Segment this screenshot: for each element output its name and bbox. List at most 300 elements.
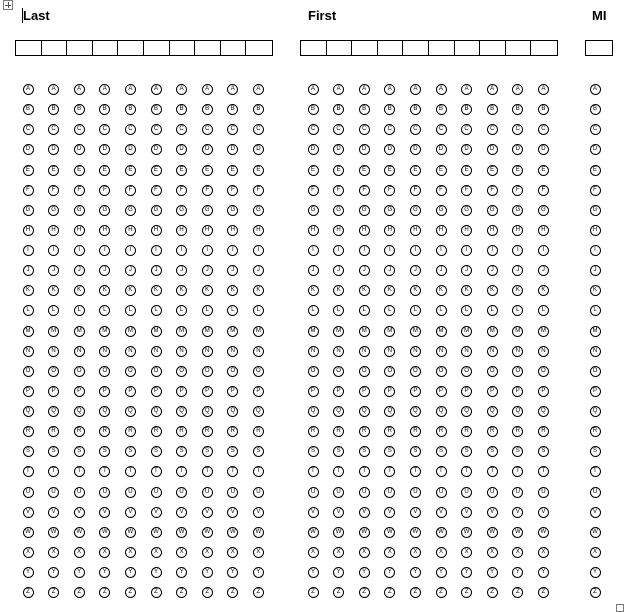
bubble-j[interactable]: J bbox=[308, 265, 319, 276]
bubble-w[interactable]: W bbox=[202, 527, 213, 538]
first-letter-box[interactable] bbox=[327, 41, 353, 55]
bubble-a[interactable]: A bbox=[23, 84, 34, 95]
bubble-i[interactable]: I bbox=[202, 245, 213, 256]
bubble-r[interactable]: R bbox=[308, 426, 319, 437]
bubble-x[interactable]: X bbox=[333, 547, 344, 558]
bubble-f[interactable]: F bbox=[74, 185, 85, 196]
bubble-u[interactable]: U bbox=[227, 487, 238, 498]
bubble-c[interactable]: C bbox=[436, 124, 447, 135]
bubble-j[interactable]: J bbox=[125, 265, 136, 276]
bubble-j[interactable]: J bbox=[359, 265, 370, 276]
bubble-d[interactable]: D bbox=[176, 144, 187, 155]
bubble-k[interactable]: K bbox=[538, 285, 549, 296]
bubble-g[interactable]: G bbox=[253, 205, 264, 216]
bubble-f[interactable]: F bbox=[436, 185, 447, 196]
bubble-v[interactable]: V bbox=[253, 507, 264, 518]
bubble-l[interactable]: L bbox=[487, 305, 498, 316]
bubble-x[interactable]: X bbox=[590, 547, 601, 558]
bubble-h[interactable]: H bbox=[308, 225, 319, 236]
bubble-e[interactable]: E bbox=[23, 165, 34, 176]
bubble-g[interactable]: G bbox=[436, 205, 447, 216]
bubble-u[interactable]: U bbox=[359, 487, 370, 498]
bubble-t[interactable]: T bbox=[23, 466, 34, 477]
bubble-z[interactable]: Z bbox=[176, 587, 187, 598]
bubble-o[interactable]: O bbox=[512, 366, 523, 377]
bubble-r[interactable]: R bbox=[99, 426, 110, 437]
bubble-v[interactable]: V bbox=[410, 507, 421, 518]
bubble-r[interactable]: R bbox=[410, 426, 421, 437]
bubble-c[interactable]: C bbox=[176, 124, 187, 135]
bubble-j[interactable]: J bbox=[253, 265, 264, 276]
bubble-s[interactable]: S bbox=[359, 446, 370, 457]
bubble-n[interactable]: N bbox=[436, 346, 447, 357]
bubble-z[interactable]: Z bbox=[23, 587, 34, 598]
bubble-p[interactable]: P bbox=[512, 386, 523, 397]
bubble-h[interactable]: H bbox=[99, 225, 110, 236]
bubble-h[interactable]: H bbox=[74, 225, 85, 236]
bubble-p[interactable]: P bbox=[23, 386, 34, 397]
bubble-s[interactable]: S bbox=[151, 446, 162, 457]
bubble-i[interactable]: I bbox=[125, 245, 136, 256]
bubble-q[interactable]: Q bbox=[176, 406, 187, 417]
bubble-z[interactable]: Z bbox=[125, 587, 136, 598]
bubble-j[interactable]: J bbox=[23, 265, 34, 276]
bubble-w[interactable]: W bbox=[99, 527, 110, 538]
mi-letter-box[interactable] bbox=[586, 41, 612, 55]
bubble-i[interactable]: I bbox=[176, 245, 187, 256]
bubble-r[interactable]: R bbox=[487, 426, 498, 437]
bubble-p[interactable]: P bbox=[436, 386, 447, 397]
bubble-x[interactable]: X bbox=[176, 547, 187, 558]
bubble-b[interactable]: B bbox=[74, 104, 85, 115]
bubble-b[interactable]: B bbox=[308, 104, 319, 115]
bubble-k[interactable]: K bbox=[151, 285, 162, 296]
bubble-q[interactable]: Q bbox=[359, 406, 370, 417]
bubble-u[interactable]: U bbox=[202, 487, 213, 498]
bubble-b[interactable]: B bbox=[253, 104, 264, 115]
bubble-e[interactable]: E bbox=[253, 165, 264, 176]
bubble-v[interactable]: V bbox=[512, 507, 523, 518]
bubble-e[interactable]: E bbox=[48, 165, 59, 176]
bubble-t[interactable]: T bbox=[410, 466, 421, 477]
bubble-r[interactable]: R bbox=[538, 426, 549, 437]
bubble-m[interactable]: M bbox=[99, 326, 110, 337]
bubble-b[interactable]: B bbox=[384, 104, 395, 115]
bubble-a[interactable]: A bbox=[410, 84, 421, 95]
bubble-a[interactable]: A bbox=[436, 84, 447, 95]
bubble-d[interactable]: D bbox=[23, 144, 34, 155]
bubble-l[interactable]: L bbox=[125, 305, 136, 316]
bubble-f[interactable]: F bbox=[23, 185, 34, 196]
bubble-s[interactable]: S bbox=[308, 446, 319, 457]
bubble-c[interactable]: C bbox=[227, 124, 238, 135]
bubble-i[interactable]: I bbox=[23, 245, 34, 256]
bubble-o[interactable]: O bbox=[176, 366, 187, 377]
bubble-u[interactable]: U bbox=[125, 487, 136, 498]
bubble-f[interactable]: F bbox=[125, 185, 136, 196]
bubble-k[interactable]: K bbox=[487, 285, 498, 296]
bubble-d[interactable]: D bbox=[512, 144, 523, 155]
bubble-u[interactable]: U bbox=[333, 487, 344, 498]
bubble-s[interactable]: S bbox=[227, 446, 238, 457]
bubble-g[interactable]: G bbox=[48, 205, 59, 216]
bubble-x[interactable]: X bbox=[23, 547, 34, 558]
bubble-n[interactable]: N bbox=[512, 346, 523, 357]
bubble-z[interactable]: Z bbox=[308, 587, 319, 598]
bubble-t[interactable]: T bbox=[333, 466, 344, 477]
bubble-a[interactable]: A bbox=[74, 84, 85, 95]
bubble-y[interactable]: Y bbox=[74, 567, 85, 578]
bubble-g[interactable]: G bbox=[590, 205, 601, 216]
bubble-h[interactable]: H bbox=[487, 225, 498, 236]
bubble-j[interactable]: J bbox=[512, 265, 523, 276]
last-letter-box[interactable] bbox=[16, 41, 42, 55]
bubble-i[interactable]: I bbox=[359, 245, 370, 256]
bubble-y[interactable]: Y bbox=[436, 567, 447, 578]
bubble-f[interactable]: F bbox=[487, 185, 498, 196]
bubble-q[interactable]: Q bbox=[590, 406, 601, 417]
bubble-d[interactable]: D bbox=[308, 144, 319, 155]
bubble-g[interactable]: G bbox=[176, 205, 187, 216]
bubble-t[interactable]: T bbox=[384, 466, 395, 477]
bubble-a[interactable]: A bbox=[125, 84, 136, 95]
bubble-b[interactable]: B bbox=[23, 104, 34, 115]
bubble-h[interactable]: H bbox=[176, 225, 187, 236]
bubble-l[interactable]: L bbox=[410, 305, 421, 316]
bubble-j[interactable]: J bbox=[333, 265, 344, 276]
bubble-f[interactable]: F bbox=[48, 185, 59, 196]
bubble-a[interactable]: A bbox=[202, 84, 213, 95]
bubble-e[interactable]: E bbox=[538, 165, 549, 176]
bubble-e[interactable]: E bbox=[410, 165, 421, 176]
bubble-k[interactable]: K bbox=[359, 285, 370, 296]
bubble-u[interactable]: U bbox=[74, 487, 85, 498]
bubble-o[interactable]: O bbox=[410, 366, 421, 377]
bubble-n[interactable]: N bbox=[227, 346, 238, 357]
bubble-u[interactable]: U bbox=[384, 487, 395, 498]
bubble-k[interactable]: K bbox=[333, 285, 344, 296]
bubble-r[interactable]: R bbox=[176, 426, 187, 437]
bubble-i[interactable]: I bbox=[384, 245, 395, 256]
bubble-j[interactable]: J bbox=[74, 265, 85, 276]
bubble-c[interactable]: C bbox=[410, 124, 421, 135]
last-letter-box[interactable] bbox=[93, 41, 119, 55]
last-letter-box[interactable] bbox=[246, 41, 272, 55]
bubble-m[interactable]: M bbox=[125, 326, 136, 337]
bubble-l[interactable]: L bbox=[23, 305, 34, 316]
bubble-l[interactable]: L bbox=[461, 305, 472, 316]
bubble-c[interactable]: C bbox=[151, 124, 162, 135]
bubble-e[interactable]: E bbox=[74, 165, 85, 176]
bubble-k[interactable]: K bbox=[227, 285, 238, 296]
bubble-e[interactable]: E bbox=[590, 165, 601, 176]
bubble-o[interactable]: O bbox=[359, 366, 370, 377]
bubble-m[interactable]: M bbox=[253, 326, 264, 337]
bubble-e[interactable]: E bbox=[333, 165, 344, 176]
bubble-d[interactable]: D bbox=[125, 144, 136, 155]
bubble-r[interactable]: R bbox=[590, 426, 601, 437]
bubble-c[interactable]: C bbox=[99, 124, 110, 135]
bubble-t[interactable]: T bbox=[227, 466, 238, 477]
bubble-k[interactable]: K bbox=[461, 285, 472, 296]
bubble-h[interactable]: H bbox=[202, 225, 213, 236]
bubble-x[interactable]: X bbox=[308, 547, 319, 558]
bubble-n[interactable]: N bbox=[308, 346, 319, 357]
bubble-t[interactable]: T bbox=[151, 466, 162, 477]
bubble-n[interactable]: N bbox=[74, 346, 85, 357]
bubble-n[interactable]: N bbox=[125, 346, 136, 357]
bubble-b[interactable]: B bbox=[333, 104, 344, 115]
bubble-a[interactable]: A bbox=[359, 84, 370, 95]
bubble-g[interactable]: G bbox=[125, 205, 136, 216]
bubble-y[interactable]: Y bbox=[461, 567, 472, 578]
bubble-z[interactable]: Z bbox=[253, 587, 264, 598]
bubble-c[interactable]: C bbox=[461, 124, 472, 135]
bubble-m[interactable]: M bbox=[410, 326, 421, 337]
bubble-c[interactable]: C bbox=[333, 124, 344, 135]
first-letter-box[interactable] bbox=[455, 41, 481, 55]
bubble-g[interactable]: G bbox=[333, 205, 344, 216]
bubble-l[interactable]: L bbox=[227, 305, 238, 316]
bubble-u[interactable]: U bbox=[487, 487, 498, 498]
bubble-d[interactable]: D bbox=[253, 144, 264, 155]
bubble-e[interactable]: E bbox=[125, 165, 136, 176]
bubble-z[interactable]: Z bbox=[512, 587, 523, 598]
bubble-x[interactable]: X bbox=[99, 547, 110, 558]
bubble-v[interactable]: V bbox=[23, 507, 34, 518]
bubble-s[interactable]: S bbox=[253, 446, 264, 457]
bubble-y[interactable]: Y bbox=[202, 567, 213, 578]
bubble-w[interactable]: W bbox=[151, 527, 162, 538]
bubble-p[interactable]: P bbox=[359, 386, 370, 397]
bubble-u[interactable]: U bbox=[253, 487, 264, 498]
bubble-m[interactable]: M bbox=[436, 326, 447, 337]
bubble-w[interactable]: W bbox=[461, 527, 472, 538]
bubble-p[interactable]: P bbox=[333, 386, 344, 397]
bubble-k[interactable]: K bbox=[99, 285, 110, 296]
bubble-u[interactable]: U bbox=[590, 487, 601, 498]
bubble-s[interactable]: S bbox=[74, 446, 85, 457]
bubble-q[interactable]: Q bbox=[410, 406, 421, 417]
bubble-r[interactable]: R bbox=[512, 426, 523, 437]
bubble-q[interactable]: Q bbox=[512, 406, 523, 417]
bubble-q[interactable]: Q bbox=[227, 406, 238, 417]
bubble-c[interactable]: C bbox=[23, 124, 34, 135]
bubble-q[interactable]: Q bbox=[74, 406, 85, 417]
bubble-r[interactable]: R bbox=[74, 426, 85, 437]
bubble-e[interactable]: E bbox=[512, 165, 523, 176]
bubble-t[interactable]: T bbox=[359, 466, 370, 477]
bubble-q[interactable]: Q bbox=[333, 406, 344, 417]
bubble-s[interactable]: S bbox=[487, 446, 498, 457]
bubble-c[interactable]: C bbox=[253, 124, 264, 135]
bubble-y[interactable]: Y bbox=[308, 567, 319, 578]
bubble-q[interactable]: Q bbox=[384, 406, 395, 417]
bubble-n[interactable]: N bbox=[410, 346, 421, 357]
bubble-o[interactable]: O bbox=[125, 366, 136, 377]
bubble-i[interactable]: I bbox=[99, 245, 110, 256]
bubble-u[interactable]: U bbox=[410, 487, 421, 498]
bubble-g[interactable]: G bbox=[359, 205, 370, 216]
bubble-l[interactable]: L bbox=[176, 305, 187, 316]
bubble-d[interactable]: D bbox=[538, 144, 549, 155]
bubble-p[interactable]: P bbox=[227, 386, 238, 397]
bubble-h[interactable]: H bbox=[461, 225, 472, 236]
bubble-f[interactable]: F bbox=[333, 185, 344, 196]
bubble-q[interactable]: Q bbox=[202, 406, 213, 417]
bubble-i[interactable]: I bbox=[487, 245, 498, 256]
bubble-c[interactable]: C bbox=[590, 124, 601, 135]
bubble-x[interactable]: X bbox=[410, 547, 421, 558]
bubble-p[interactable]: P bbox=[48, 386, 59, 397]
bubble-v[interactable]: V bbox=[202, 507, 213, 518]
bubble-s[interactable]: S bbox=[23, 446, 34, 457]
bubble-u[interactable]: U bbox=[461, 487, 472, 498]
bubble-v[interactable]: V bbox=[151, 507, 162, 518]
bubble-o[interactable]: O bbox=[384, 366, 395, 377]
bubble-h[interactable]: H bbox=[48, 225, 59, 236]
bubble-s[interactable]: S bbox=[384, 446, 395, 457]
bubble-d[interactable]: D bbox=[48, 144, 59, 155]
bubble-r[interactable]: R bbox=[359, 426, 370, 437]
bubble-y[interactable]: Y bbox=[176, 567, 187, 578]
bubble-m[interactable]: M bbox=[202, 326, 213, 337]
bubble-e[interactable]: E bbox=[436, 165, 447, 176]
bubble-w[interactable]: W bbox=[176, 527, 187, 538]
bubble-x[interactable]: X bbox=[512, 547, 523, 558]
bubble-p[interactable]: P bbox=[74, 386, 85, 397]
bubble-v[interactable]: V bbox=[99, 507, 110, 518]
bubble-r[interactable]: R bbox=[461, 426, 472, 437]
bubble-l[interactable]: L bbox=[538, 305, 549, 316]
bubble-z[interactable]: Z bbox=[333, 587, 344, 598]
bubble-o[interactable]: O bbox=[23, 366, 34, 377]
bubble-z[interactable]: Z bbox=[436, 587, 447, 598]
bubble-v[interactable]: V bbox=[461, 507, 472, 518]
bubble-f[interactable]: F bbox=[512, 185, 523, 196]
bubble-a[interactable]: A bbox=[151, 84, 162, 95]
bubble-w[interactable]: W bbox=[512, 527, 523, 538]
bubble-n[interactable]: N bbox=[359, 346, 370, 357]
bubble-p[interactable]: P bbox=[461, 386, 472, 397]
bubble-b[interactable]: B bbox=[410, 104, 421, 115]
bubble-m[interactable]: M bbox=[308, 326, 319, 337]
bubble-i[interactable]: I bbox=[512, 245, 523, 256]
bubble-l[interactable]: L bbox=[384, 305, 395, 316]
bubble-s[interactable]: S bbox=[176, 446, 187, 457]
bubble-f[interactable]: F bbox=[384, 185, 395, 196]
bubble-d[interactable]: D bbox=[359, 144, 370, 155]
bubble-m[interactable]: M bbox=[461, 326, 472, 337]
bubble-i[interactable]: I bbox=[333, 245, 344, 256]
bubble-l[interactable]: L bbox=[359, 305, 370, 316]
bubble-t[interactable]: T bbox=[487, 466, 498, 477]
bubble-h[interactable]: H bbox=[253, 225, 264, 236]
first-letter-box[interactable] bbox=[506, 41, 532, 55]
bubble-n[interactable]: N bbox=[590, 346, 601, 357]
bubble-s[interactable]: S bbox=[99, 446, 110, 457]
bubble-r[interactable]: R bbox=[48, 426, 59, 437]
bubble-b[interactable]: B bbox=[176, 104, 187, 115]
bubble-i[interactable]: I bbox=[461, 245, 472, 256]
bubble-v[interactable]: V bbox=[333, 507, 344, 518]
bubble-k[interactable]: K bbox=[436, 285, 447, 296]
bubble-s[interactable]: S bbox=[125, 446, 136, 457]
bubble-p[interactable]: P bbox=[151, 386, 162, 397]
bubble-h[interactable]: H bbox=[410, 225, 421, 236]
bubble-l[interactable]: L bbox=[253, 305, 264, 316]
bubble-s[interactable]: S bbox=[512, 446, 523, 457]
bubble-p[interactable]: P bbox=[590, 386, 601, 397]
bubble-d[interactable]: D bbox=[151, 144, 162, 155]
bubble-z[interactable]: Z bbox=[48, 587, 59, 598]
bubble-d[interactable]: D bbox=[590, 144, 601, 155]
bubble-x[interactable]: X bbox=[202, 547, 213, 558]
bubble-n[interactable]: N bbox=[333, 346, 344, 357]
bubble-g[interactable]: G bbox=[410, 205, 421, 216]
bubble-c[interactable]: C bbox=[74, 124, 85, 135]
bubble-k[interactable]: K bbox=[48, 285, 59, 296]
last-letter-box[interactable] bbox=[195, 41, 221, 55]
bubble-w[interactable]: W bbox=[590, 527, 601, 538]
bubble-z[interactable]: Z bbox=[74, 587, 85, 598]
bubble-z[interactable]: Z bbox=[410, 587, 421, 598]
bubble-g[interactable]: G bbox=[512, 205, 523, 216]
bubble-m[interactable]: M bbox=[359, 326, 370, 337]
bubble-z[interactable]: Z bbox=[99, 587, 110, 598]
bubble-w[interactable]: W bbox=[436, 527, 447, 538]
bubble-y[interactable]: Y bbox=[151, 567, 162, 578]
bubble-i[interactable]: I bbox=[308, 245, 319, 256]
bubble-b[interactable]: B bbox=[487, 104, 498, 115]
bubble-v[interactable]: V bbox=[384, 507, 395, 518]
bubble-l[interactable]: L bbox=[74, 305, 85, 316]
bubble-c[interactable]: C bbox=[48, 124, 59, 135]
bubble-x[interactable]: X bbox=[151, 547, 162, 558]
bubble-x[interactable]: X bbox=[384, 547, 395, 558]
bubble-u[interactable]: U bbox=[48, 487, 59, 498]
bubble-f[interactable]: F bbox=[99, 185, 110, 196]
bubble-g[interactable]: G bbox=[99, 205, 110, 216]
bubble-s[interactable]: S bbox=[461, 446, 472, 457]
bubble-e[interactable]: E bbox=[487, 165, 498, 176]
bubble-r[interactable]: R bbox=[125, 426, 136, 437]
bubble-h[interactable]: H bbox=[151, 225, 162, 236]
bubble-w[interactable]: W bbox=[384, 527, 395, 538]
bubble-n[interactable]: N bbox=[176, 346, 187, 357]
bubble-q[interactable]: Q bbox=[48, 406, 59, 417]
bubble-l[interactable]: L bbox=[202, 305, 213, 316]
bubble-k[interactable]: K bbox=[410, 285, 421, 296]
bubble-f[interactable]: F bbox=[538, 185, 549, 196]
bubble-h[interactable]: H bbox=[512, 225, 523, 236]
bubble-x[interactable]: X bbox=[227, 547, 238, 558]
bubble-a[interactable]: A bbox=[48, 84, 59, 95]
bubble-s[interactable]: S bbox=[538, 446, 549, 457]
first-letter-box[interactable] bbox=[352, 41, 378, 55]
bubble-g[interactable]: G bbox=[487, 205, 498, 216]
bubble-y[interactable]: Y bbox=[125, 567, 136, 578]
bubble-l[interactable]: L bbox=[151, 305, 162, 316]
bubble-t[interactable]: T bbox=[176, 466, 187, 477]
bubble-f[interactable]: F bbox=[202, 185, 213, 196]
bubble-z[interactable]: Z bbox=[590, 587, 601, 598]
bubble-n[interactable]: N bbox=[253, 346, 264, 357]
bubble-m[interactable]: M bbox=[333, 326, 344, 337]
bubble-o[interactable]: O bbox=[253, 366, 264, 377]
bubble-n[interactable]: N bbox=[538, 346, 549, 357]
bubble-o[interactable]: O bbox=[487, 366, 498, 377]
